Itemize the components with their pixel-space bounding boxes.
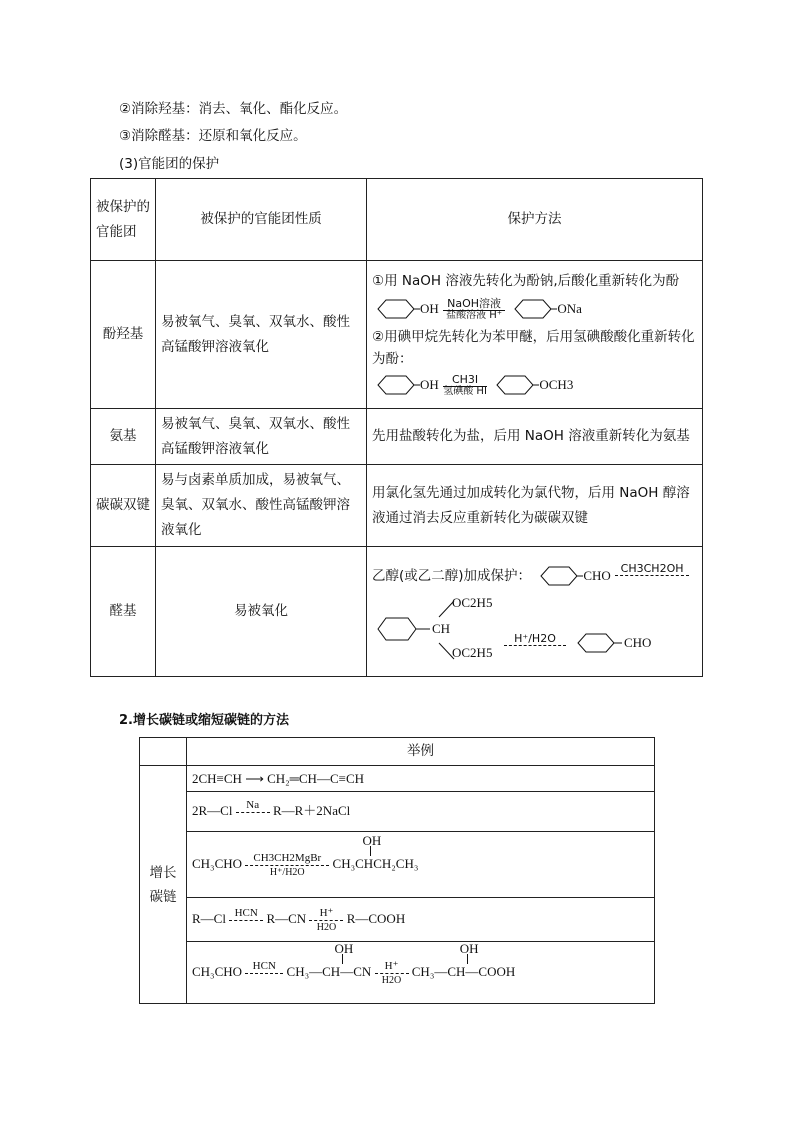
intro-line-3: (3)官能团的保护 (119, 156, 220, 172)
group-cell: 氨基 (91, 409, 156, 465)
eq2-left: OH (420, 376, 439, 392)
eq1-left: OH (420, 300, 439, 316)
table-row (140, 832, 655, 898)
group-cell: 醛基 (91, 547, 156, 677)
example-5: CH₃CHO HCN OH CH₃—CH—CN $\frac{H^+}{H2O}$ OH CH₃—CH—COOH (187, 942, 655, 1004)
intro-line-1: ②消除羟基：消去、氧化、酯化反应。 (119, 101, 348, 117)
section-heading: 2.增长碳链或缩短碳链的方法 (119, 713, 289, 728)
eq2-right: OCH3 (539, 376, 574, 392)
table-header-row (140, 738, 655, 766)
method-label: 乙醇(或乙二醇)加成保护： (372, 567, 532, 584)
hydrolysis-arrow: $\frac{H^+}{H2O}$ (309, 908, 343, 933)
example-3: CH₃CHO CH3CH2MgBr H⁺/H2O OH CH₃CHCH₂CH₃ (187, 832, 655, 898)
benzene-ring-icon (535, 564, 583, 588)
group-cell: 酚羟基 (91, 261, 156, 409)
table-row (140, 766, 655, 792)
cho-right: CHO (624, 634, 652, 650)
ch-label: CH (432, 620, 451, 636)
property-cell: 易被氧气、臭氧、双氧水、酸性高锰酸钾溶液氧化 (156, 409, 367, 465)
acetal-structure (372, 593, 697, 665)
property-cell: 易被氧化 (156, 547, 367, 677)
table-header-row (91, 179, 703, 261)
benzene-ring-icon (572, 631, 622, 655)
intro-line-2: ③消除醛基：还原和氧化反应。 (119, 128, 307, 144)
method-cell (367, 261, 703, 409)
method-cell (367, 547, 703, 677)
eq2-arrow: CH3I 氢碘酸 HI (443, 372, 487, 397)
carbon-chain-table (139, 737, 655, 1004)
ethanol-arrow: CH3CH2OH (615, 563, 689, 588)
header-group: 被保护的官能团 (91, 179, 156, 261)
table-row (91, 261, 703, 409)
product-3: OH CH₃CHCH₂CH₃ (332, 833, 419, 872)
hcn-arrow: HCN (245, 961, 283, 986)
hydrolysis-arrow-2: $\frac{H^+}{H2O}$ (375, 961, 409, 986)
table-row (140, 898, 655, 942)
benzene-ring-icon (372, 297, 420, 321)
header-property: 被保护的官能团性质 (156, 179, 367, 261)
example-1: 2CH≡CH ⟶ CH₂═CH—C≡CH (187, 766, 655, 792)
method-cell: 先用盐酸转化为盐，后用 NaOH 溶液重新转化为氨基 (367, 409, 703, 465)
table-row (140, 792, 655, 832)
hcn-arrow: HCN (229, 908, 263, 933)
group-label: 增长碳链 (140, 766, 187, 1004)
equation-1 (372, 292, 697, 326)
benzene-ring-icon (509, 297, 557, 321)
oet-top: OC2H5 (452, 594, 493, 610)
method-text-1: ①用 NaOH 溶液先转化为酚钠,后酸化重新转化为酚 (372, 272, 680, 289)
na-arrow: Na (236, 800, 270, 825)
example-2: 2R—Cl Na R—R＋2NaCl (187, 792, 655, 832)
cho-left: CHO (583, 567, 611, 583)
benzene-ring-icon (372, 615, 432, 643)
group-cell: 碳碳双键 (91, 465, 156, 547)
property-cell: 易与卤素单质加成，易被氧气、臭氧、双氧水、酸性高锰酸钾溶液氧化 (156, 465, 367, 547)
table-row (91, 547, 703, 677)
method-cell: 用氯化氢先通过加成转化为氯代物，后用 NaOH 醇溶液通过消去反应重新转化为碳碳双键 (367, 465, 703, 547)
oet-bottom: OC2H5 (452, 644, 493, 660)
method-text-2: ②用碘甲烷先转化为苯甲醚，后用氢碘酸酸化重新转化为酚： (372, 328, 695, 367)
benzene-ring-icon (372, 373, 420, 397)
example-4: R—Cl HCN R—CN $\frac{H^+}{H2O}$ R—COOH (187, 898, 655, 942)
header-blank (140, 738, 187, 766)
benzene-ring-icon (491, 373, 539, 397)
equation-2 (372, 370, 697, 400)
cyanohydrin: OH CH₃—CH—CN (286, 941, 372, 980)
header-example: 举例 (187, 738, 655, 766)
grignard-arrow: CH3CH2MgBr H⁺/H2O (245, 853, 329, 878)
header-method: 保护方法 (367, 179, 703, 261)
hydroxy-acid: OH CH₃—CH—COOH (411, 941, 516, 980)
table-row (91, 465, 703, 547)
protection-table (90, 178, 703, 677)
eq1-arrow: NaOH溶液 盐酸溶液 H⁺ (443, 298, 505, 320)
eq1-right: ONa (557, 300, 582, 316)
hydrolysis-arrow: H⁺/H2O (504, 633, 566, 658)
aldehyde-eq-1 (372, 559, 697, 593)
table-row (140, 942, 655, 1004)
table-row (91, 409, 703, 465)
property-cell: 易被氧气、臭氧、双氧水、酸性高锰酸钾溶液氧化 (156, 261, 367, 409)
